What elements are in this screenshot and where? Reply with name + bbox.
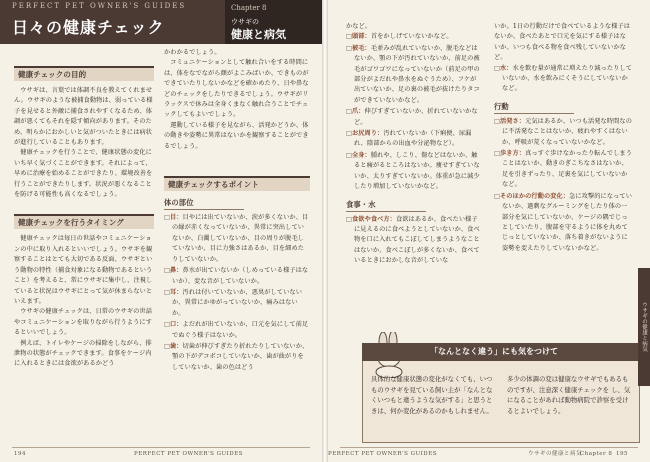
checkbox-icon: □ [164, 267, 170, 275]
check-item: □目：目やには出ていないか、涙が多くないか、目の縁が赤くなっていないか、異常に突出していないか、白濁していないか、目の周りが脱毛していないか、目に力強さはあるか、目を細めたりしていないか。 [164, 214, 309, 263]
subheading-behavior: 行動 [494, 101, 574, 114]
checkbox-icon: □ [346, 130, 352, 138]
check-item: □水：水を飲む量が通常に増えたり減ったりしていないか、水を飲みにくそうにしていないかなど。 [494, 64, 632, 93]
check-item: □被毛：毛並みが乱れていないか、脱毛などはないか、顎の下が汚れていないか、前足の被毛がゴワゴワになっていないか（前足の甲の部分がよだれや鼻水をぬぐうため）、フケが出ていないか、足の裏の被毛が抜けたりタコができていないかなど。 [346, 44, 480, 104]
checkbox-icon: □ [494, 117, 500, 125]
paragraph: 例えば、トイレやケージの掃除をしながら、排泄物の状態がチェックできます。食事をケージ内に入れるときには食欲があるかどう [14, 339, 152, 368]
chapter-label: Chapter 8 [231, 4, 267, 12]
right-page [328, 0, 650, 462]
page-number-left: 194 [14, 451, 26, 457]
paragraph: ウサギの健康チェックは、日常のウサギの世話やコミュニケーションを取りながら行うようにするといいでしょう。 [14, 308, 153, 337]
check-item: □口：よだれが出ていないか、口元を気にして前足でぬぐう様子はないか。 [164, 321, 309, 339]
footer-chapter-right: Chapter 8 [580, 451, 613, 457]
section-heading-timing: 健康チェックを行うタイミング [14, 214, 154, 229]
checkbox-icon: □ [164, 288, 170, 296]
chapter-topic: ウサギの [231, 18, 259, 26]
checkbox-icon: □ [494, 192, 500, 200]
right-column-2 [494, 22, 632, 255]
subheading-body-parts: 体の部位 [164, 197, 244, 210]
checkbox-icon: □ [164, 214, 170, 222]
check-item: □歩き方：真っすぐ歩けなかったり転んでしまうことはないか、動きのぎこちなさはないか、足を引きずったり、足裏を気にしていないかなど。 [494, 150, 632, 189]
left-page [0, 0, 322, 462]
check-item: □食欲や食べ方：食欲はあるか、食べたい様子に見えるのに食べようとしていないか、食べ物を口に入れてもこぼしてしまうようなことはないか、食べこぼしが多くないか、食べているときにおかしな音がしていな [346, 215, 480, 265]
page-title: 日々の健康チェック [12, 18, 165, 37]
left-column-2 [164, 48, 310, 374]
paragraph: 健康チェックを行うことで、健康状態の変化にいち早く気づくことができます。それによって、早めに治療を始めることができたり、環境改善を行うことができたりします。状況が悪くなることを防げる可能性も高くなるでしょう。 [14, 149, 153, 199]
section-heading-purpose: 健康チェックの目的 [14, 66, 154, 81]
right-column-1 [346, 22, 482, 268]
check-item: □全身：腫れや、しこり、傷などはないか、触ると痛がるところはないか。痩せすぎていないか、太りすぎていないか。体重が急に減少したり増加していないかなど。 [346, 151, 480, 191]
page-number-right: 195 [616, 451, 628, 457]
check-item: □そのほかの行動の変化：急に攻撃的になっていないか、過剰なグルーミングをしたり体の一部分を気にしていないか、ケージの隅でじっとしていたり、腹部を守るように体を丸めてじっとしていないか、落ち着きがないように姿勢を変えたりしていないかなど。 [494, 192, 632, 252]
subheading-food-water: 食事・水 [346, 199, 426, 212]
check-item: □頭部：首をかしげていないかなど。 [346, 33, 453, 41]
side-tab: ウサギの健康と病気 [638, 268, 650, 386]
checkbox-icon: □ [164, 342, 170, 350]
checkbox-icon: □ [346, 215, 352, 223]
header-bar [0, 0, 225, 44]
checkbox-icon: □ [494, 150, 500, 158]
checkbox-icon: □ [346, 108, 352, 116]
footer-rule [12, 447, 310, 448]
footer-series-left: PERFECT PET OWNER'S GUIDES [134, 451, 243, 457]
paragraph: 健康チェックは毎日の世話やコミュニケーションの中に取り入れるといいでしょう。ウサギを観察することはとても大切である反面、ウサギという動物の特性（捕食対象になる動物であるということ）を考えると、常にウサギに集中し、注視していると状況はウサギにとって気が休まらないといえます。 [14, 235, 153, 305]
checkbox-icon: □ [346, 151, 352, 159]
footer-title-right: ウサギの健康と病気 [528, 451, 583, 457]
paragraph: いか。1日の行動だけで食べているような様子はないか、食べたあとで口元を気にする様子はないか、いつも食べる物を食べ残していないかなど。 [494, 23, 631, 62]
note-title: 「なんとなく違う」にも気をつけて [362, 343, 641, 361]
footer-rule [340, 447, 638, 448]
chapter-title: 健康と病気 [231, 28, 286, 41]
section-heading-points: 健康チェックするポイント [164, 176, 310, 191]
chapter-box [225, 0, 322, 44]
paragraph: ウサギは、言葉では体調不良を教えてくれません。ウサギのような被捕食動物は、弱っている様子を見せると外敵に捕食されやすくなるため、体調が悪くてもそれを隠す傾向があります。そのため、明らかにおかしいと気がついたときには病状が進行していることもあります。 [14, 87, 153, 147]
check-item: □お尻周り：汚れていないか（下痢便、尿漏れ、陰部からの出血や分泌物など）。 [346, 130, 472, 148]
check-item: □鼻：鼻水が出ていないか（しめっている様子はないか）、変な音がしていないか。 [164, 267, 309, 285]
checkbox-icon: □ [164, 321, 170, 329]
note-box [362, 343, 640, 443]
check-item: □耳：汚れは付いていないか、悪臭がしていないか、異常にかゆがっていないか、痛みはないか。 [164, 288, 302, 317]
left-column-1 [14, 60, 154, 370]
check-item: □活発さ：元気はあるか、いつも活発な時間なのに不活発なことはないか、疲れやすくはないか、呼吸が荒くなっていないかなど。 [494, 117, 632, 146]
paragraph: コミュニケーションとして触れ合いをする時間には、体をなでながら顔がよこみばいか、できものができていたりしないかなどを確かめたり、日や鼻などのチェックをしたりできるでしょう。ウサギがリラックスで休みは全身くまなく触れ合うことでチェックしてもよいでしょう。 [164, 59, 309, 119]
paragraph: かなど。 [346, 23, 372, 30]
series-name: PERFECT PET OWNER'S GUIDES [12, 2, 187, 10]
footer-series-right: PERFECT PET OWNER'S GUIDES [328, 451, 437, 457]
checkbox-icon: □ [346, 44, 352, 52]
checkbox-icon: □ [346, 33, 352, 41]
checkbox-icon: □ [494, 64, 500, 72]
paragraph: 運動している様子を見ながら、活発かどうか、体の動きや姿勢に異常はないかを観察することができるでしょう。 [164, 121, 309, 150]
paragraph: かわかるでしょう。 [164, 49, 221, 56]
note-text: 具体的な健康状態の変化がなくても、いつものウサギを見ている飼い主が「なんとなくいつもと違うような気がする」と思うときは、何か変化があるのかもしれません。多少の体調の変は健康なウサギでもあるものですが、注意深く健康チェックを し、気になることがあれば動物病院で診察を受けるとよいでしょう。 [371, 375, 631, 415]
check-item: □歯：切歯が伸びすぎたり折れたりしていないか、顎の下がデコボコしていないか、歯が曲がりをしていないか、歯の色はどう [164, 342, 309, 371]
check-item: □爪：伸びすぎていないか、折れていないかなど。 [346, 108, 478, 126]
